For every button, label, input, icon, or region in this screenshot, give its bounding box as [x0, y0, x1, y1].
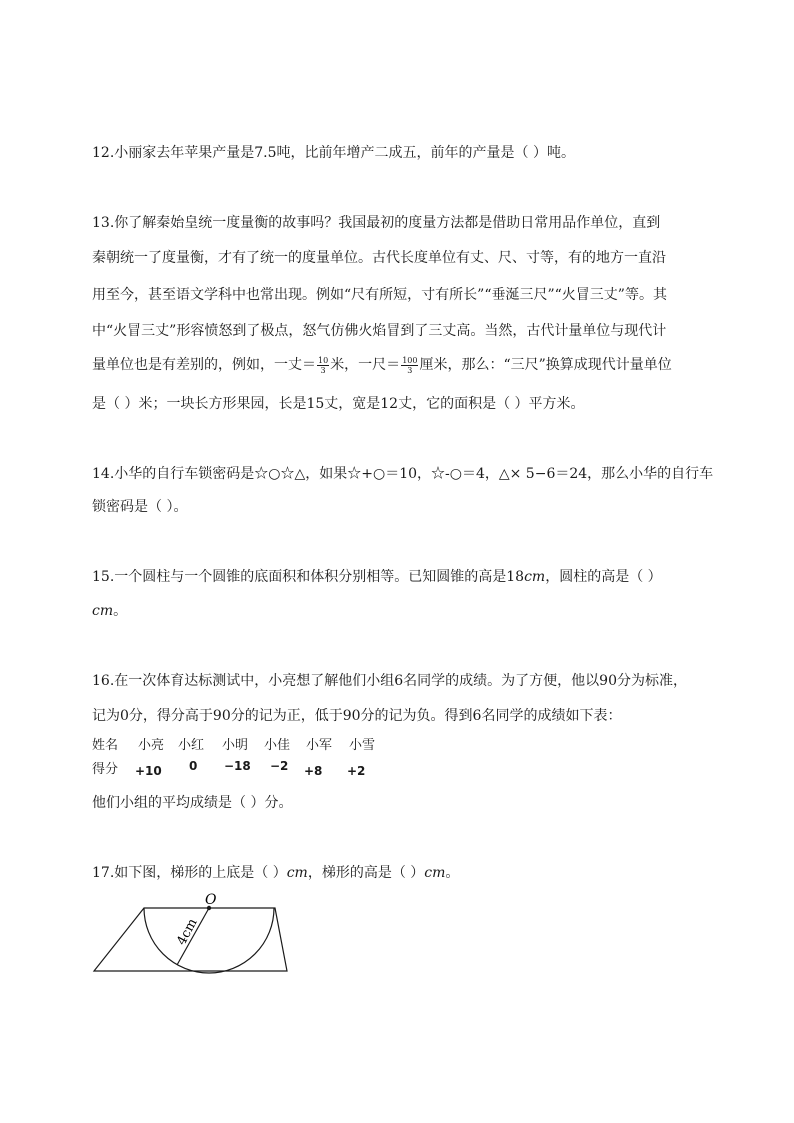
- question-13-line-5-part-c: 厘米，那么：“三尺”换算成现代计量单位: [419, 357, 672, 373]
- fraction-numerator: 100: [402, 355, 418, 365]
- semicircle-arc: [144, 908, 274, 973]
- question-15-text-b: ，圆柱的高是（ ）: [545, 569, 662, 585]
- question-14-line-1: 14.小华的自行车锁密码是☆○☆△，如果☆+○＝10，☆-○＝4，△× 5−6＝24，那么小华的自行车: [92, 466, 714, 482]
- table-score-cell: −18: [224, 759, 251, 773]
- table-header-name: 姓名: [92, 738, 119, 753]
- question-14-line-2: 锁密码是（ ）。: [92, 499, 188, 515]
- question-13-line-1: 13.你了解秦始皇统一度量衡的故事吗？我国最初的度量方法都是借助日常用品作单位，直到: [92, 215, 661, 231]
- unit-cm: cm: [424, 865, 446, 881]
- question-16-line-3: 他们小组的平均成绩是（ ）分。: [92, 795, 293, 811]
- fraction-numerator: 10: [318, 355, 329, 365]
- table-name-cell: 小亮: [138, 738, 165, 753]
- table-name-cell: 小军: [306, 738, 333, 753]
- question-16-line-2: 记为0分，得分高于90分的记为正，低于90分的记为负。得到6名同学的成绩如下表：: [92, 708, 622, 724]
- question-13-line-5-part-b: 米，一尺＝: [330, 357, 401, 373]
- fraction-denominator: 3: [407, 365, 413, 375]
- question-15-period: 。: [113, 603, 128, 619]
- fraction-denominator: 3: [320, 365, 326, 375]
- table-score-cell: −2: [270, 759, 289, 773]
- unit-cm: cm: [286, 865, 308, 881]
- question-12-text: 12.小丽家去年苹果产量是7.5吨，比前年增产二成五，前年的产量是（ ）吨。: [92, 145, 575, 161]
- question-15-text-a: 15.一个圆柱与一个圆锥的底面积和体积分别相等。已知圆锥的高是18: [92, 569, 525, 585]
- table-score-cell: 0: [189, 759, 198, 773]
- question-17-text-a: 17.如下图，梯形的上底是（ ）: [92, 865, 287, 881]
- table-name-cell: 小佳: [264, 738, 291, 753]
- table-name-cell: 小雪: [349, 738, 376, 753]
- question-13-line-4: 中“火冒三丈”形容愤怒到了极点，怒气仿佛火焰冒到了三丈高。当然，古代计量单位与现代计: [92, 323, 667, 339]
- question-16-line-1: 16.在一次体育达标测试中，小亮想了解他们小组6名同学的成绩。为了方便，他以90分为标准，: [92, 673, 687, 689]
- unit-cm: cm: [92, 603, 114, 619]
- question-13-line-2: 秦朝统一了度量衡，才有了统一的度量单位。古代长度单位有丈、尺、寸等，有的地方一直沿: [92, 250, 666, 266]
- question-13-line-3: 用至今，甚至语文学科中也常出现。例如“尺有所短，寸有所长”“垂涎三尺”“火冒三丈”等。其: [92, 287, 667, 303]
- radius-label: 4cm: [174, 916, 201, 948]
- table-name-cell: 小明: [222, 738, 249, 753]
- table-score-cell: +2: [347, 764, 366, 778]
- table-score-cell: +10: [135, 764, 162, 778]
- table-header-score: 得分: [92, 762, 119, 777]
- table-score-cell: +8: [304, 764, 323, 778]
- unit-cm: cm: [524, 569, 546, 585]
- question-13-line-6: 是（ ）米；一块长方形果园，长是15丈，宽是12丈，它的面积是（ ）平方米。: [92, 396, 585, 412]
- question-17-text-b: ，梯形的高是（ ）: [307, 865, 425, 881]
- question-17-text-c: 。: [445, 865, 460, 881]
- question-13-line-5-part-a: 量单位也是有差别的，例如，一丈＝: [92, 357, 316, 373]
- center-label-o: O: [205, 892, 217, 908]
- table-name-cell: 小红: [178, 738, 205, 753]
